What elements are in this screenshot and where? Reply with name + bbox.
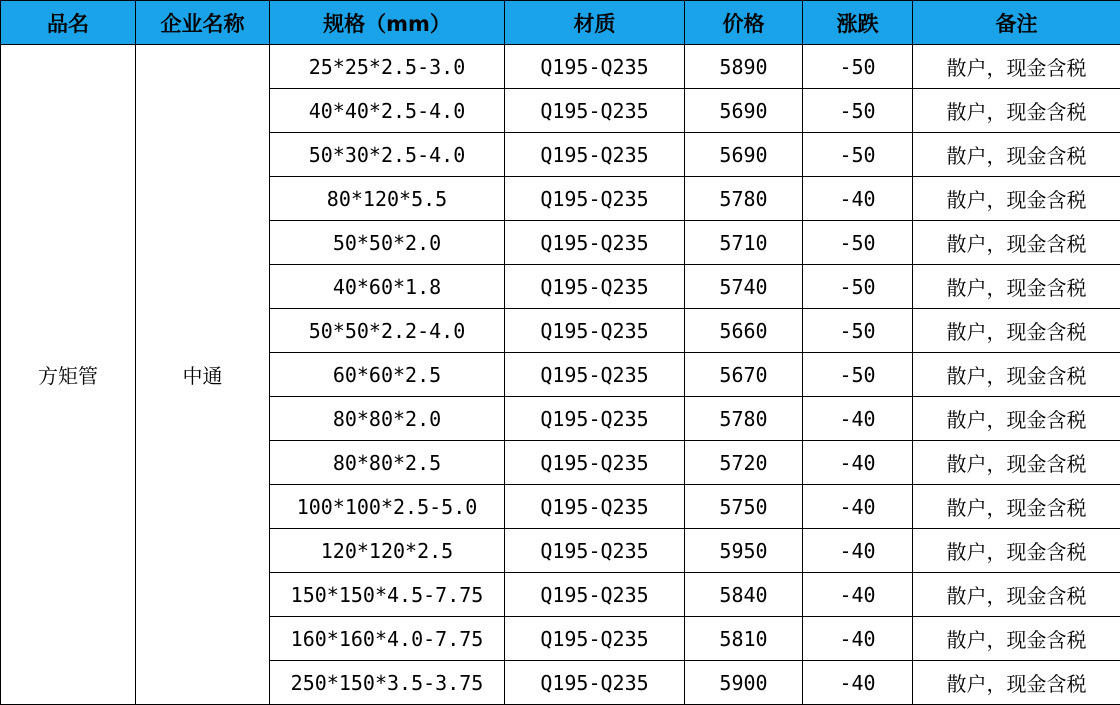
table-body bbox=[1, 45, 1120, 705]
note-cell: 散户，现金含税 bbox=[913, 177, 1120, 221]
header-row bbox=[1, 1, 1120, 45]
change-cell: -40 bbox=[803, 617, 913, 661]
header-change: 涨跌 bbox=[803, 1, 913, 45]
price-cell: 5750 bbox=[685, 485, 803, 529]
change-cell: -50 bbox=[803, 309, 913, 353]
price-cell: 5890 bbox=[685, 45, 803, 89]
change-cell: -40 bbox=[803, 661, 913, 705]
change-cell: -40 bbox=[803, 573, 913, 617]
change-cell: -50 bbox=[803, 353, 913, 397]
change-cell: -50 bbox=[803, 89, 913, 133]
spec-cell: 50*50*2.2-4.0 bbox=[270, 309, 505, 353]
header-material: 材质 bbox=[505, 1, 685, 45]
material-cell: Q195-Q235 bbox=[505, 397, 685, 441]
company-cell: 中通 bbox=[136, 45, 270, 705]
change-cell: -40 bbox=[803, 177, 913, 221]
price-cell: 5900 bbox=[685, 661, 803, 705]
change-cell: -40 bbox=[803, 441, 913, 485]
price-cell: 5780 bbox=[685, 397, 803, 441]
note-cell: 散户，现金含税 bbox=[913, 221, 1120, 265]
price-cell: 5780 bbox=[685, 177, 803, 221]
price-cell: 5660 bbox=[685, 309, 803, 353]
spec-cell: 40*40*2.5-4.0 bbox=[270, 89, 505, 133]
note-cell: 散户，现金含税 bbox=[913, 573, 1120, 617]
material-cell: Q195-Q235 bbox=[505, 661, 685, 705]
spec-cell: 150*150*4.5-7.75 bbox=[270, 573, 505, 617]
material-cell: Q195-Q235 bbox=[505, 221, 685, 265]
note-cell: 散户，现金含税 bbox=[913, 441, 1120, 485]
spec-cell: 60*60*2.5 bbox=[270, 353, 505, 397]
spec-cell: 100*100*2.5-5.0 bbox=[270, 485, 505, 529]
header-note: 备注 bbox=[913, 1, 1120, 45]
spec-cell: 250*150*3.5-3.75 bbox=[270, 661, 505, 705]
material-cell: Q195-Q235 bbox=[505, 309, 685, 353]
spec-cell: 80*120*5.5 bbox=[270, 177, 505, 221]
spec-cell: 120*120*2.5 bbox=[270, 529, 505, 573]
change-cell: -50 bbox=[803, 45, 913, 89]
note-cell: 散户，现金含税 bbox=[913, 617, 1120, 661]
material-cell: Q195-Q235 bbox=[505, 177, 685, 221]
price-cell: 5720 bbox=[685, 441, 803, 485]
price-cell: 5810 bbox=[685, 617, 803, 661]
note-cell: 散户，现金含税 bbox=[913, 661, 1120, 705]
spec-cell: 80*80*2.0 bbox=[270, 397, 505, 441]
note-cell: 散户，现金含税 bbox=[913, 529, 1120, 573]
price-cell: 5690 bbox=[685, 133, 803, 177]
note-cell: 散户，现金含税 bbox=[913, 265, 1120, 309]
table-row bbox=[1, 45, 1120, 89]
spec-cell: 50*30*2.5-4.0 bbox=[270, 133, 505, 177]
material-cell: Q195-Q235 bbox=[505, 485, 685, 529]
spec-cell: 160*160*4.0-7.75 bbox=[270, 617, 505, 661]
spec-cell: 40*60*1.8 bbox=[270, 265, 505, 309]
change-cell: -40 bbox=[803, 397, 913, 441]
material-cell: Q195-Q235 bbox=[505, 529, 685, 573]
header-price: 价格 bbox=[685, 1, 803, 45]
note-cell: 散户，现金含税 bbox=[913, 89, 1120, 133]
material-cell: Q195-Q235 bbox=[505, 617, 685, 661]
change-cell: -50 bbox=[803, 265, 913, 309]
header-product-name: 品名 bbox=[1, 1, 136, 45]
material-cell: Q195-Q235 bbox=[505, 573, 685, 617]
material-cell: Q195-Q235 bbox=[505, 133, 685, 177]
material-cell: Q195-Q235 bbox=[505, 89, 685, 133]
header-spec: 规格（mm） bbox=[270, 1, 505, 45]
price-cell: 5740 bbox=[685, 265, 803, 309]
note-cell: 散户，现金含税 bbox=[913, 397, 1120, 441]
change-cell: -50 bbox=[803, 133, 913, 177]
price-cell: 5950 bbox=[685, 529, 803, 573]
note-cell: 散户，现金含税 bbox=[913, 133, 1120, 177]
price-cell: 5840 bbox=[685, 573, 803, 617]
material-cell: Q195-Q235 bbox=[505, 265, 685, 309]
header-company: 企业名称 bbox=[136, 1, 270, 45]
note-cell: 散户，现金含税 bbox=[913, 45, 1120, 89]
product-name-cell: 方矩管 bbox=[1, 45, 136, 705]
spec-cell: 80*80*2.5 bbox=[270, 441, 505, 485]
note-cell: 散户，现金含税 bbox=[913, 309, 1120, 353]
change-cell: -40 bbox=[803, 485, 913, 529]
spec-cell: 50*50*2.0 bbox=[270, 221, 505, 265]
material-cell: Q195-Q235 bbox=[505, 353, 685, 397]
material-cell: Q195-Q235 bbox=[505, 45, 685, 89]
note-cell: 散户，现金含税 bbox=[913, 353, 1120, 397]
note-cell: 散户，现金含税 bbox=[913, 485, 1120, 529]
price-cell: 5670 bbox=[685, 353, 803, 397]
material-cell: Q195-Q235 bbox=[505, 441, 685, 485]
price-cell: 5710 bbox=[685, 221, 803, 265]
change-cell: -40 bbox=[803, 529, 913, 573]
price-cell: 5690 bbox=[685, 89, 803, 133]
spec-cell: 25*25*2.5-3.0 bbox=[270, 45, 505, 89]
change-cell: -50 bbox=[803, 221, 913, 265]
